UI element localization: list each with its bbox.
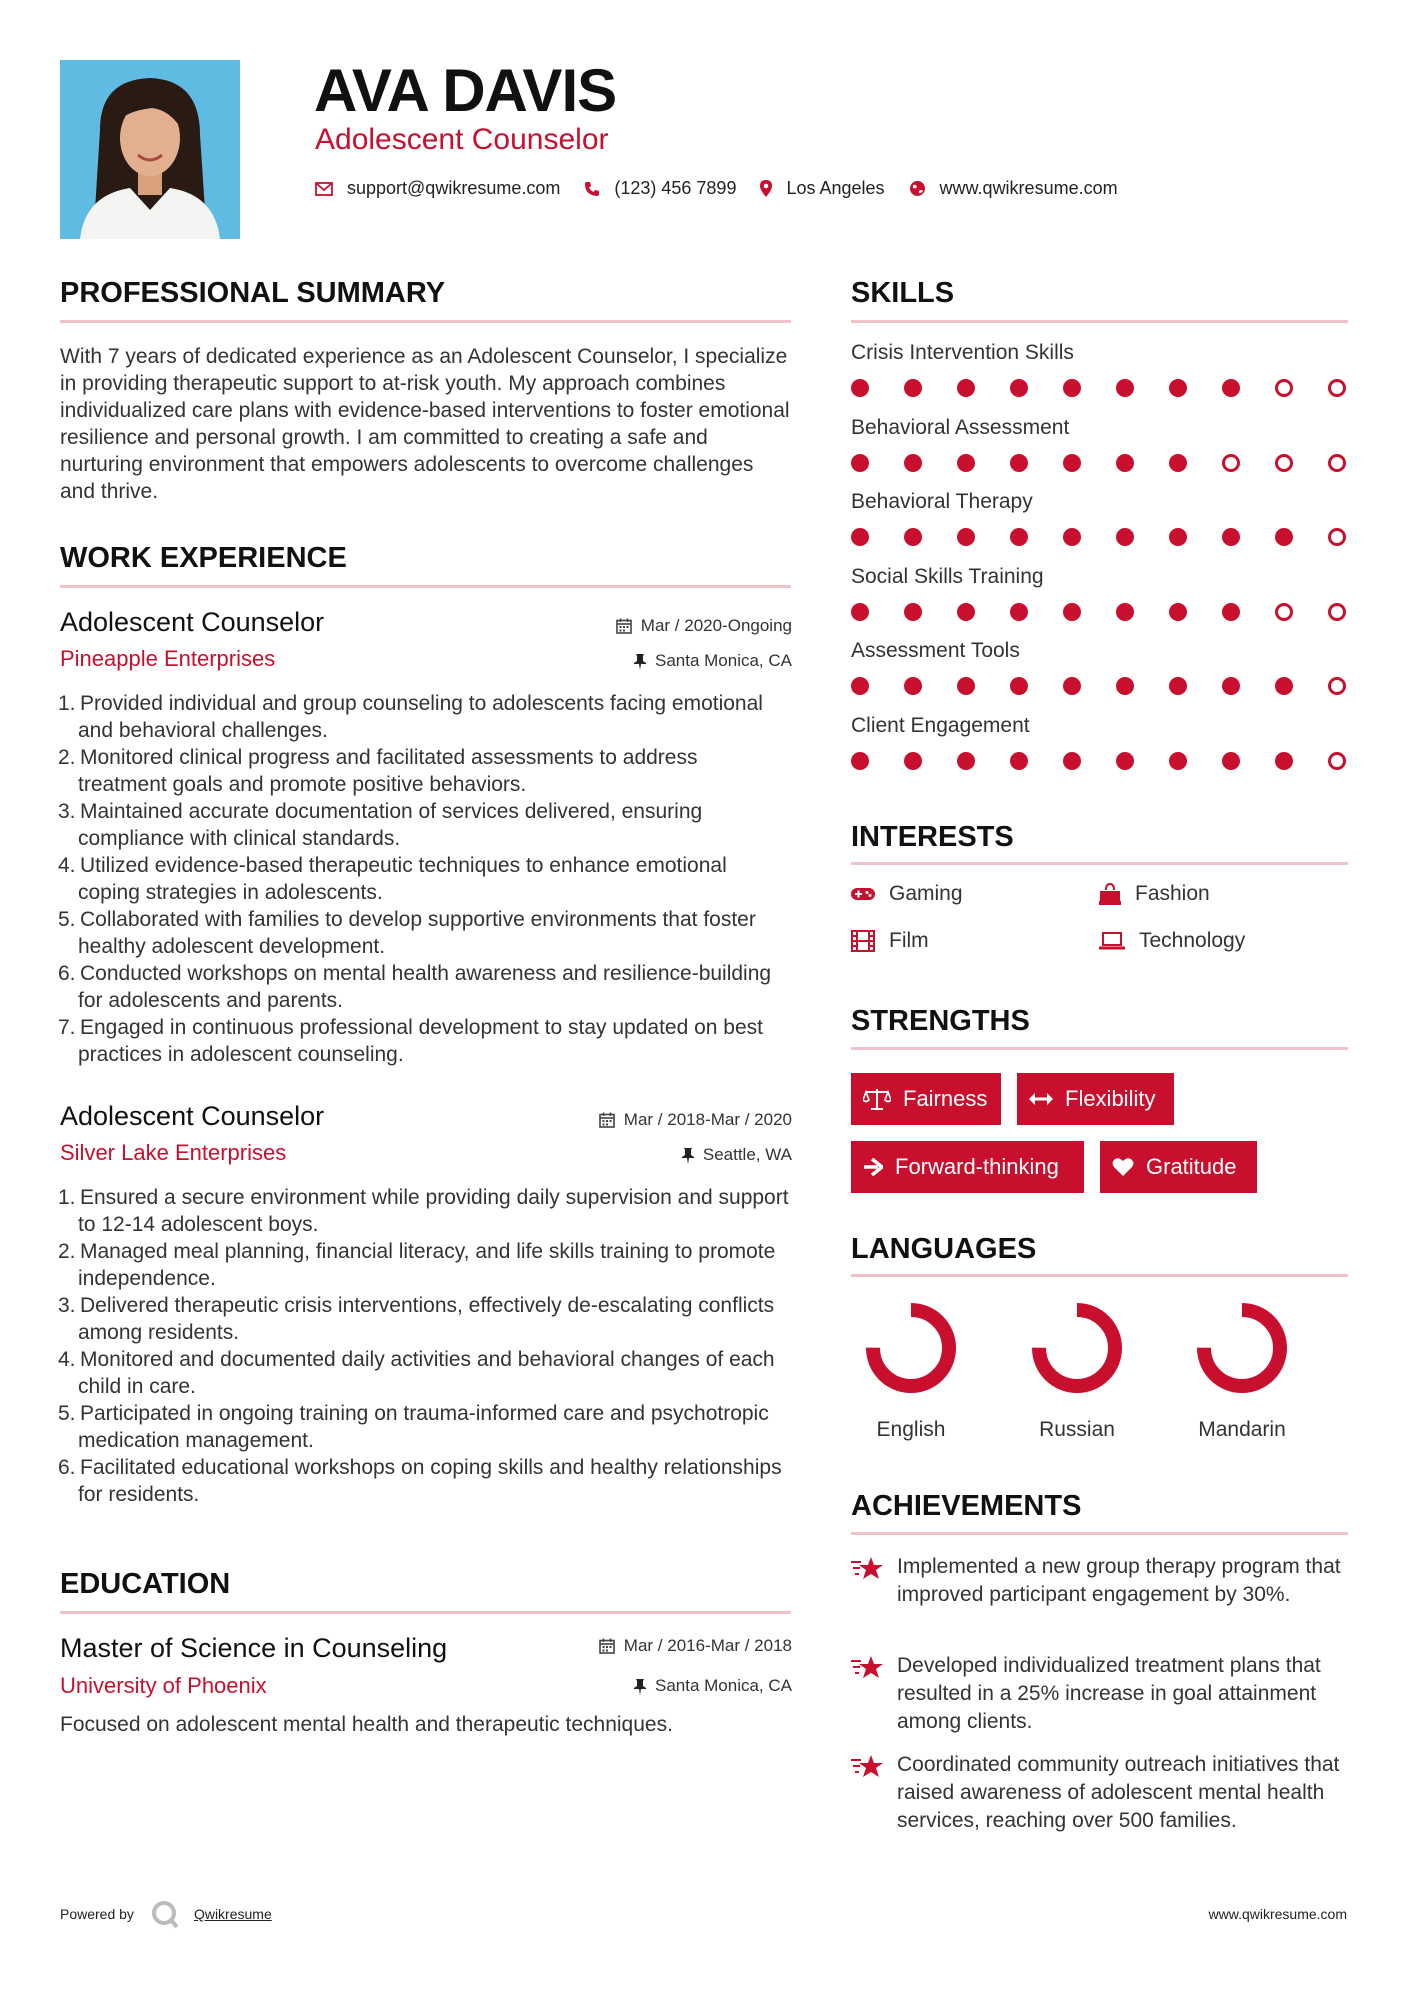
job-dates-text: Mar / 2018-Mar / 2020 [623, 1110, 792, 1129]
interest-label: Gaming [889, 882, 963, 905]
achievement-text: Coordinated community outreach initiatives that raised awareness of adolescent mental health services, reaching over 500 families. [897, 1753, 1340, 1832]
rating-dot-filled [1010, 603, 1028, 621]
rating-dot-filled [1010, 379, 1028, 397]
duty-item: 3. Maintained accurate documentation of services delivered, ensuring compliance with clinical standards. [58, 800, 703, 850]
skill-rating [851, 603, 1348, 623]
phone-icon [584, 181, 600, 197]
pushpin-icon [634, 653, 646, 670]
calendar-icon [599, 1112, 615, 1128]
contact-website[interactable] [909, 178, 1118, 199]
section-divider [60, 1611, 791, 1614]
education-location [634, 1676, 792, 1696]
rating-dot-empty [1328, 528, 1346, 546]
rating-dot-filled [1222, 752, 1240, 770]
education-dates [599, 1636, 792, 1656]
rating-dot-filled [1222, 603, 1240, 621]
job-title: Adolescent Counselor [60, 1101, 325, 1131]
rating-dot-filled [957, 752, 975, 770]
duty-item: 6. Conducted workshops on mental health awareness and resilience-building for adolescents and parents. [58, 962, 772, 1012]
job-location [682, 1145, 792, 1165]
rating-dot-filled [851, 677, 869, 695]
language-label: English [876, 1418, 946, 1441]
brand-link[interactable]: Qwikresume [193, 1906, 272, 1922]
language-label: Russian [1039, 1418, 1115, 1441]
pushpin-icon [682, 1147, 694, 1164]
rating-dot-filled [1063, 454, 1081, 472]
rating-dot-empty [1275, 603, 1293, 621]
rating-dot-filled [851, 603, 869, 621]
skill-name: Social Skills Training [851, 564, 1044, 588]
strength-badge [1100, 1141, 1257, 1193]
education-heading: EDUCATION [60, 1568, 231, 1600]
strength-label: Gratitude [1146, 1154, 1237, 1179]
job-location-text: Seattle, WA [702, 1145, 792, 1164]
interest-technology [1099, 929, 1245, 953]
rating-dot-filled [904, 528, 922, 546]
summary-text: With 7 years of dedicated experience as an Adolescent Counselor, I specialize in providing therapeutic support to at-risk youth. My approach combines individualized care plans with evidence-based interventions to foster emotional resilience and personal growth. I am committed to creating a safe and nurturing environment that empowers adolescents to overcome challenges and thrive. [60, 345, 790, 503]
summary-heading: PROFESSIONAL SUMMARY [60, 277, 446, 309]
skill-rating [851, 752, 1348, 772]
rating-dot-filled [851, 379, 869, 397]
strength-badge [1017, 1073, 1174, 1125]
rating-dot-filled [904, 752, 922, 770]
section-divider [851, 1047, 1348, 1050]
envelope-icon [315, 182, 333, 196]
rating-dot-filled [1222, 528, 1240, 546]
rating-dot-filled [1169, 677, 1187, 695]
laptop-icon [1099, 932, 1125, 950]
calendar-icon [599, 1638, 615, 1654]
rating-dot-filled [851, 454, 869, 472]
rating-dot-filled [957, 603, 975, 621]
achievement-text: Implemented a new group therapy program that improved participant engagement by 30%. [897, 1555, 1341, 1606]
strength-badge [851, 1141, 1084, 1193]
job-location-text: Santa Monica, CA [654, 651, 792, 670]
interest-gaming [851, 882, 963, 906]
achievement-text: Developed individualized treatment plans that resulted in a 25% increase in goal attainment among clients. [897, 1654, 1321, 1733]
duty-item: 1. Provided individual and group counseling to adolescents facing emotional and behavioral challenges. [58, 692, 763, 742]
languages-heading: LANGUAGES [851, 1233, 1037, 1265]
rating-dot-filled [1275, 528, 1293, 546]
skill-rating [851, 677, 1348, 697]
school-name: University of Phoenix [60, 1673, 267, 1698]
education-description: Focused on adolescent mental health and therapeutic techniques. [60, 1713, 673, 1736]
rating-dot-empty [1328, 677, 1346, 695]
section-divider [851, 1274, 1348, 1277]
skill-name: Behavioral Assessment [851, 415, 1070, 439]
company-name: Silver Lake Enterprises [60, 1140, 287, 1165]
rating-dot-filled [1169, 454, 1187, 472]
star-award-icon [851, 1655, 885, 1683]
language-item [846, 1300, 976, 1442]
interest-fashion [1099, 882, 1210, 906]
job-dates [599, 1110, 792, 1130]
skill-rating [851, 528, 1348, 548]
duty-item: 5. Participated in ongoing training on trauma-informed care and psychotropic medication management. [58, 1402, 769, 1452]
rating-dot-empty [1222, 454, 1240, 472]
rating-dot-filled [1116, 379, 1134, 397]
footer-website[interactable]: www.qwikresume.com [1208, 1906, 1347, 1922]
footer-powered-by [60, 1899, 272, 1929]
section-divider [851, 862, 1348, 865]
rating-dot-filled [957, 454, 975, 472]
rating-dot-filled [1222, 379, 1240, 397]
rating-dot-filled [1063, 528, 1081, 546]
achievement-item [851, 1652, 1351, 1736]
skill-name: Behavioral Therapy [851, 490, 1033, 513]
language-label: Mandarin [1198, 1418, 1286, 1441]
rating-dot-filled [851, 752, 869, 770]
rating-dot-filled [851, 528, 869, 546]
rating-dot-filled [1063, 603, 1081, 621]
rating-dot-filled [1275, 677, 1293, 695]
duty-item: 6. Facilitated educational workshops on coping skills and healthy relationships for residents. [58, 1456, 782, 1506]
powered-by-text: Powered by [60, 1906, 134, 1922]
interest-film [851, 929, 929, 953]
rating-dot-filled [1116, 454, 1134, 472]
duty-item: 2. Monitored clinical progress and facilitated assessments to address treatment goals and promote positive behaviors. [58, 746, 698, 796]
skill-rating [851, 379, 1348, 399]
duty-item: 1. Ensured a secure environment while providing daily supervision and support to 12-14 adolescent boys. [58, 1186, 789, 1236]
arrows-horizontal-icon [1029, 1092, 1053, 1106]
candidate-name: AVA DAVIS [314, 57, 617, 124]
skill-name: Crisis Intervention Skills [851, 341, 1074, 364]
degree-title: Master of Science in Counseling [60, 1633, 448, 1663]
skill-rating [851, 454, 1348, 474]
language-item [1177, 1300, 1307, 1442]
language-level-arc [1204, 1310, 1280, 1386]
rating-dot-filled [1010, 677, 1028, 695]
job-duties-list [60, 1184, 790, 1508]
job-title: Adolescent Counselor [60, 607, 325, 637]
heart-icon [1112, 1157, 1134, 1177]
interest-label: Film [889, 929, 929, 952]
balance-scale-icon [863, 1087, 891, 1111]
rating-dot-empty [1328, 603, 1346, 621]
rating-dot-filled [904, 454, 922, 472]
interests-heading: INTERESTS [851, 821, 1014, 853]
qwikresume-logo-icon [150, 1899, 180, 1929]
location-text: Los Angeles [786, 178, 885, 198]
candidate-role: Adolescent Counselor [315, 123, 609, 156]
strength-label: Fairness [903, 1086, 988, 1111]
rating-dot-filled [1169, 528, 1187, 546]
email-text: support@qwikresume.com [347, 178, 561, 198]
rating-dot-filled [1169, 752, 1187, 770]
section-divider [851, 320, 1348, 323]
rating-dot-filled [1116, 603, 1134, 621]
rating-dot-filled [1063, 379, 1081, 397]
duty-item: 4. Monitored and documented daily activities and behavioral changes of each child in care. [58, 1348, 775, 1398]
arrow-right-icon [863, 1158, 883, 1176]
contact-location [760, 178, 884, 199]
company-name: Pineapple Enterprises [60, 646, 276, 671]
skills-heading: SKILLS [851, 277, 955, 309]
job-duties-list [60, 690, 790, 1068]
rating-dot-filled [904, 677, 922, 695]
job-dates-text: Mar / 2020-Ongoing [640, 616, 792, 635]
education-dates-text: Mar / 2016-Mar / 2018 [623, 1636, 792, 1655]
rating-dot-empty [1275, 379, 1293, 397]
language-level-arc [873, 1310, 949, 1386]
rating-dot-empty [1328, 454, 1346, 472]
achievements-heading: ACHIEVEMENTS [851, 1490, 1082, 1522]
language-ring [1029, 1300, 1125, 1396]
duty-item: 2. Managed meal planning, financial literacy, and life skills training to promote independence. [58, 1240, 776, 1290]
contact-email[interactable] [315, 178, 560, 199]
gamepad-icon [851, 886, 875, 902]
rating-dot-filled [957, 379, 975, 397]
language-level-arc [1039, 1310, 1115, 1386]
star-award-icon [851, 1754, 885, 1782]
education-location-text: Santa Monica, CA [654, 1676, 792, 1695]
rating-dot-filled [1010, 454, 1028, 472]
contact-phone[interactable] [584, 178, 736, 199]
rating-dot-filled [1169, 379, 1187, 397]
achievement-item [851, 1553, 1351, 1609]
map-pin-icon [760, 180, 772, 197]
shopping-bag-icon [1099, 883, 1121, 905]
experience-heading: WORK EXPERIENCE [60, 542, 347, 574]
strengths-heading: STRENGTHS [851, 1005, 1030, 1037]
rating-dot-filled [1116, 752, 1134, 770]
rating-dot-empty [1275, 454, 1293, 472]
interest-label: Technology [1139, 929, 1246, 952]
rating-dot-empty [1328, 752, 1346, 770]
duty-item: 3. Delivered therapeutic crisis interventions, effectively de-escalating conflicts among residents. [58, 1294, 775, 1344]
language-ring [1194, 1300, 1290, 1396]
achievement-item [851, 1751, 1351, 1835]
rating-dot-filled [1275, 752, 1293, 770]
contact-bar [315, 178, 1142, 199]
rating-dot-filled [1116, 677, 1134, 695]
star-award-icon [851, 1556, 885, 1584]
rating-dot-filled [1169, 603, 1187, 621]
rating-dot-filled [957, 677, 975, 695]
film-icon [851, 930, 875, 952]
rating-dot-filled [1063, 677, 1081, 695]
rating-dot-filled [1010, 752, 1028, 770]
duty-item: 7. Engaged in continuous professional development to stay updated on best practices in adolescent counseling. [58, 1016, 763, 1066]
rating-dot-filled [1010, 528, 1028, 546]
strength-label: Forward-thinking [895, 1154, 1059, 1179]
section-divider [60, 320, 791, 323]
section-divider [851, 1532, 1348, 1535]
strength-badge [851, 1073, 1001, 1125]
globe-icon [909, 180, 926, 197]
duty-item: 4. Utilized evidence-based therapeutic techniques to enhance emotional coping strategies in adolescents. [58, 854, 727, 904]
rating-dot-filled [904, 379, 922, 397]
job-dates [616, 616, 792, 636]
rating-dot-filled [1222, 677, 1240, 695]
pushpin-icon [634, 1678, 646, 1695]
skill-name: Assessment Tools [851, 639, 1020, 662]
phone-text: (123) 456 7899 [614, 178, 737, 198]
skill-name: Client Engagement [851, 713, 1030, 737]
language-item [1012, 1300, 1142, 1442]
duty-item: 5. Collaborated with families to develop supportive environments that foster healthy adolescent development. [58, 908, 756, 958]
rating-dot-filled [1116, 528, 1134, 546]
profile-photo [60, 60, 240, 239]
strength-label: Flexibility [1065, 1086, 1156, 1111]
calendar-icon [616, 618, 632, 634]
interest-label: Fashion [1135, 882, 1210, 905]
rating-dot-empty [1328, 379, 1346, 397]
website-text: www.qwikresume.com [939, 178, 1118, 198]
language-ring [863, 1300, 959, 1396]
job-location [634, 651, 792, 671]
rating-dot-filled [957, 528, 975, 546]
rating-dot-filled [904, 603, 922, 621]
section-divider [60, 585, 791, 588]
rating-dot-filled [1063, 752, 1081, 770]
